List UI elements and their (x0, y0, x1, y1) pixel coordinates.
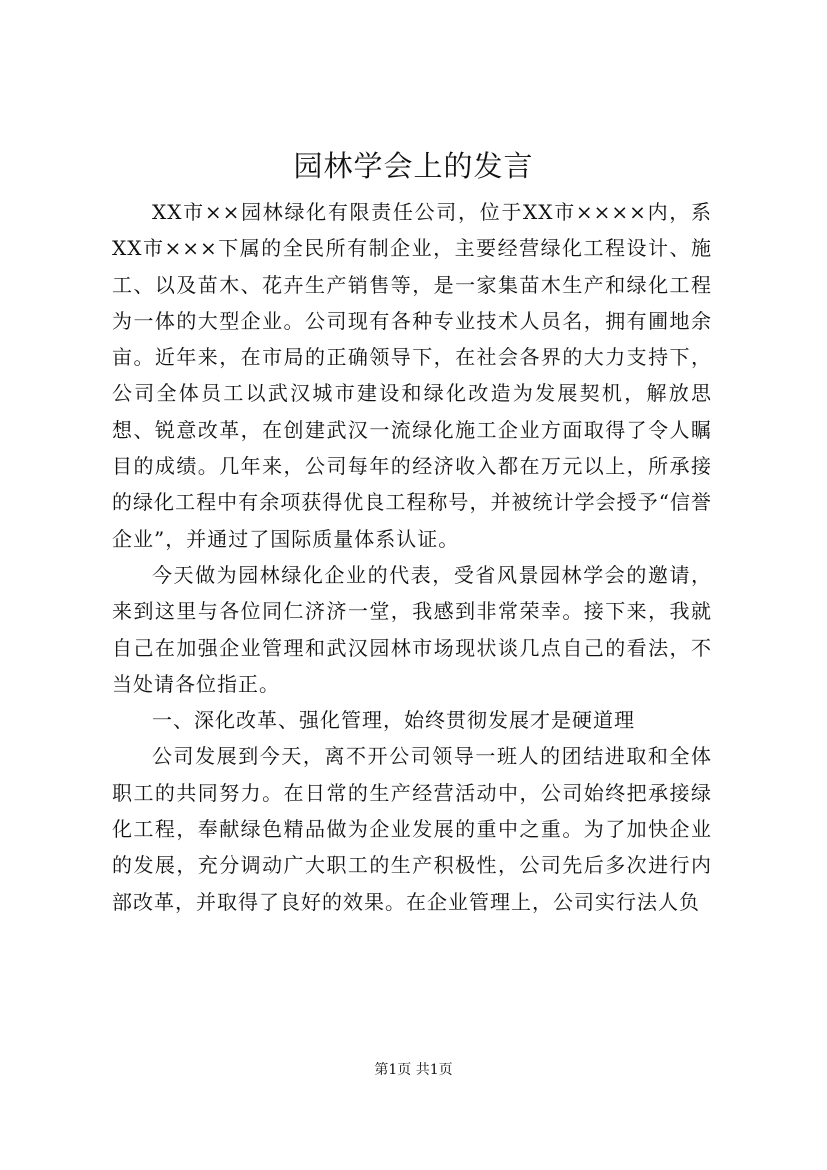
section-heading-1: 一、深化改革、强化管理，始终贯彻发展才是硬道理 (152, 708, 635, 733)
page-footer: 第1页 共1页 (374, 1062, 453, 1078)
paragraph-greeting: 今天做为园林绿化企业的代表，受省风景园林学会的邀请，来到这里与各位同仁济济一堂，我感到非常荣幸。接下来，我就自己在加强企业管理和武汉园林市场现状谈几点自己的看法，不当处请各位指正。 (112, 562, 712, 696)
document-body (112, 194, 712, 920)
paragraph-company-intro: XX市××园林绿化有限责任公司，位于XX市××××内，系XX市×××下属的全民所有制企业，主要经营绿化工程设计、施工、以及苗木、花卉生产销售等，是一家集苗木生产和绿化工程为一体的大型企业。公司现有各种专业技术人员名，拥有圃地余亩。近年来，在市局的正确领导下，在社会各界的大力支持下，公司全体员工以武汉城市建设和绿化改造为发展契机，解放思想、锐意改革，在创建武汉一流绿化施工企业方面取得了令人瞩目的成绩。几年来，公司每年的经济收入都在万元以上，所承接的绿化工程中有余项获得优良工程称号，并被统计学会授予“信誉企业”，并通过了国际质量体系认证。 (112, 200, 712, 551)
document-title: 园林学会上的发言 (293, 149, 534, 183)
paragraph-development: 公司发展到今天，离不开公司领导一班人的团结进取和全体职工的共同努力。在日常的生产经营活动中，公司始终把承接绿化工程，奉献绿色精品做为企业发展的重中之重。为了加快企业的发展，充分调动广大职工的生产积极性，公司先后多次进行内部改革，并取得了良好的效果。在企业管理上，公司实行法人负 (112, 744, 712, 914)
